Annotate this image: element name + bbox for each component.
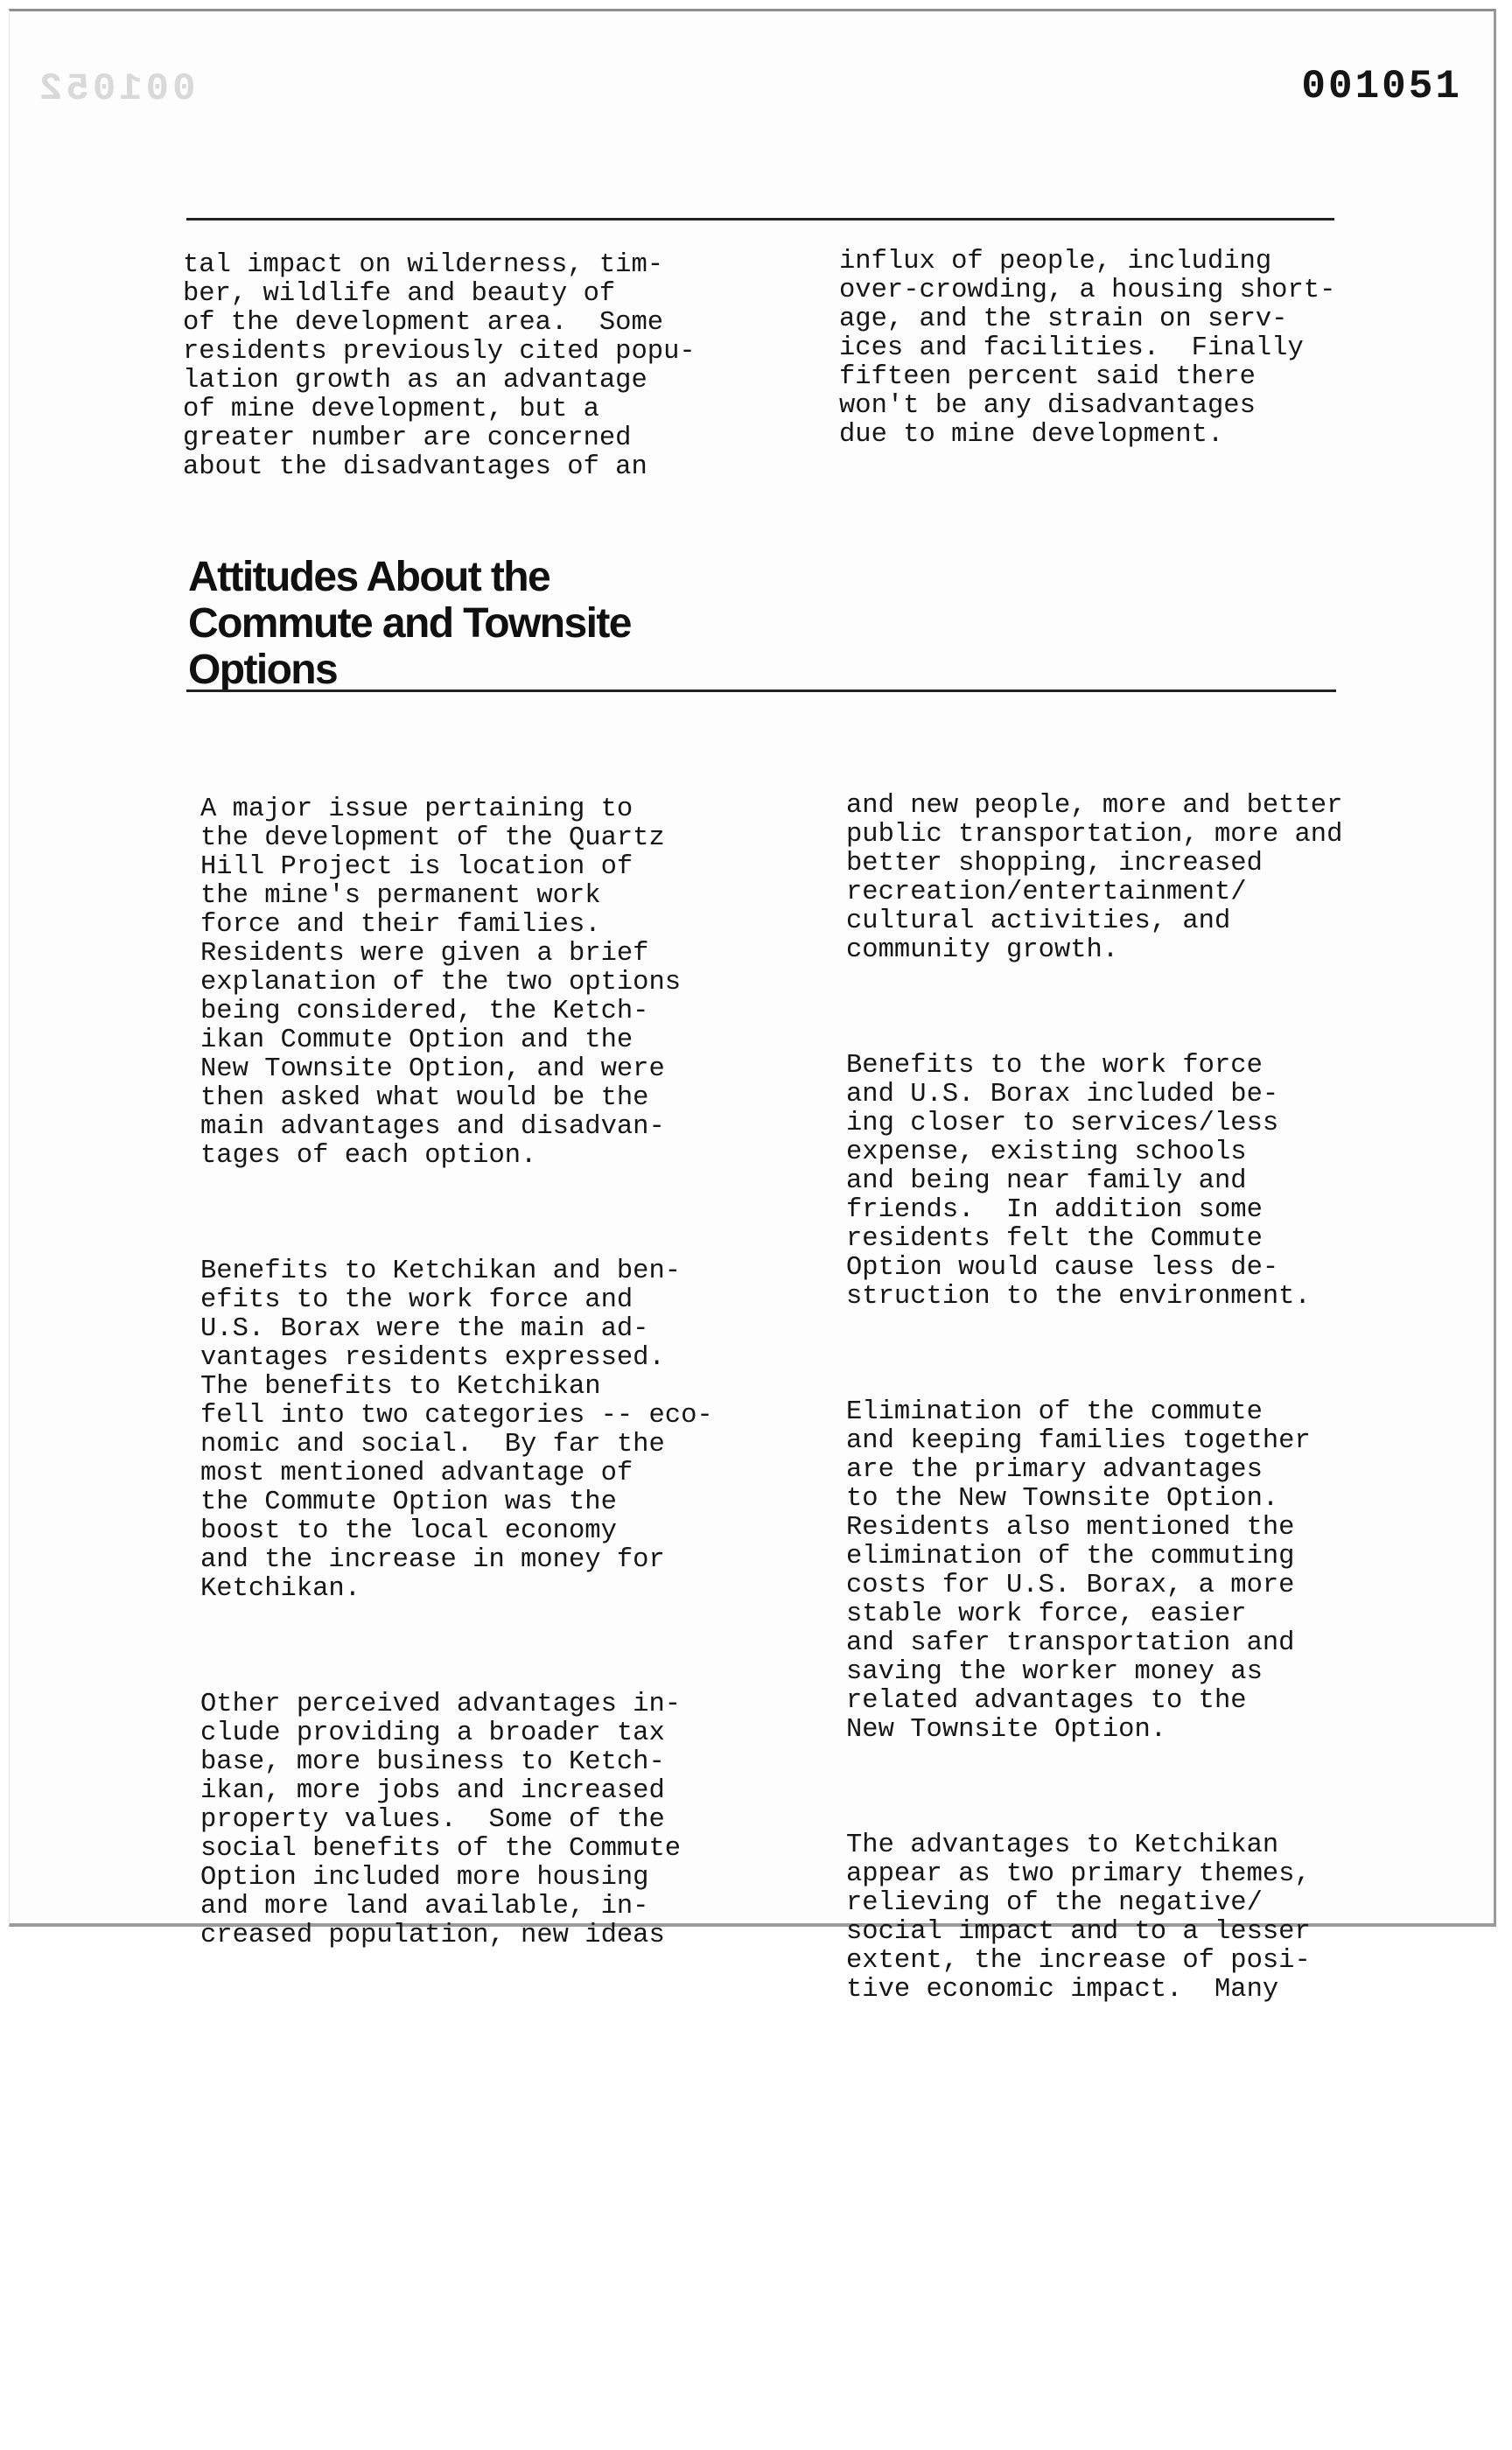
paragraph: Benefits to Ketchikan and ben- efits to the work force and U.S. Borax were the main ad- vantages residents expressed. The benefits to Ketchikan fell into two categories -- eco- nomic and social. By far the most mentioned advantage of the Commute Option was the boost to the local economy and the increase in money for Ketchikan.: [200, 1256, 713, 1604]
section-heading: Attitudes About the Commute and Townsite Options: [188, 554, 631, 693]
paragraph: The advantages to Ketchikan appear as two primary themes, relieving of the negative/ social impact and to a lesser extent, the increase of posi- tive economic impact. Many: [846, 1830, 1311, 2005]
paragraph: and new people, more and better public transportation, more and better shopping, increased recreation/entertainment/ cultural activities, and community growth.: [846, 791, 1343, 965]
paragraph: Other perceived advantages in- clude providing a broader tax base, more business to Ketch- ikan, more jobs and increased property values. Some of the social benefits of the Commute Option included more housing and more land available, in- creased population, new ideas: [200, 1690, 682, 1950]
paragraph: Benefits to the work force and U.S. Borax included be- ing closer to services/less expense, existing schools and being near family and friends. In addition some residents felt the Commute Option would cause less de- struction to the environment.: [846, 1051, 1311, 1312]
paragraph: Elimination of the commute and keeping families together are the primary advantages to the New Townsite Option. Residents also mentioned the elimination of the commuting costs for U.S. Borax, a more stable work force, easier and safer transportation and saving the worker money as related advantages to the New Townsite Option.: [846, 1397, 1311, 1745]
left-column: [200, 738, 713, 2008]
bleed-through-page-number: 001052: [36, 67, 196, 111]
top-rule: [186, 218, 1334, 220]
paragraph: A major issue pertaining to the development of the Quartz Hill Project is location of the mine's permanent work force and their families. Residents were given a brief explanation of the two options being considered, the Ketch- ikan Commute Option and the New Townsite Option, and were then asked what would be the main advantages and disadvan- tages of each option.: [200, 794, 682, 1171]
heading-rule: [186, 690, 1336, 692]
document-page: [9, 9, 1496, 2005]
top-left-column-text: tal impact on wilderness, tim- ber, wildlife and beauty of of the development area. Some residents previously cited popu- lation growth as an advantage of mine development, but a greater number are concerned about the disadvantages of an: [183, 250, 696, 482]
top-right-column-text: influx of people, including over-crowding, a housing short- age, and the strain on serv- ices and facilities. Finally fifteen percent said there won't be any disadvantages due to mine development.: [839, 247, 1336, 450]
page-number: 001051: [1301, 64, 1462, 109]
right-column: [846, 734, 1342, 2062]
